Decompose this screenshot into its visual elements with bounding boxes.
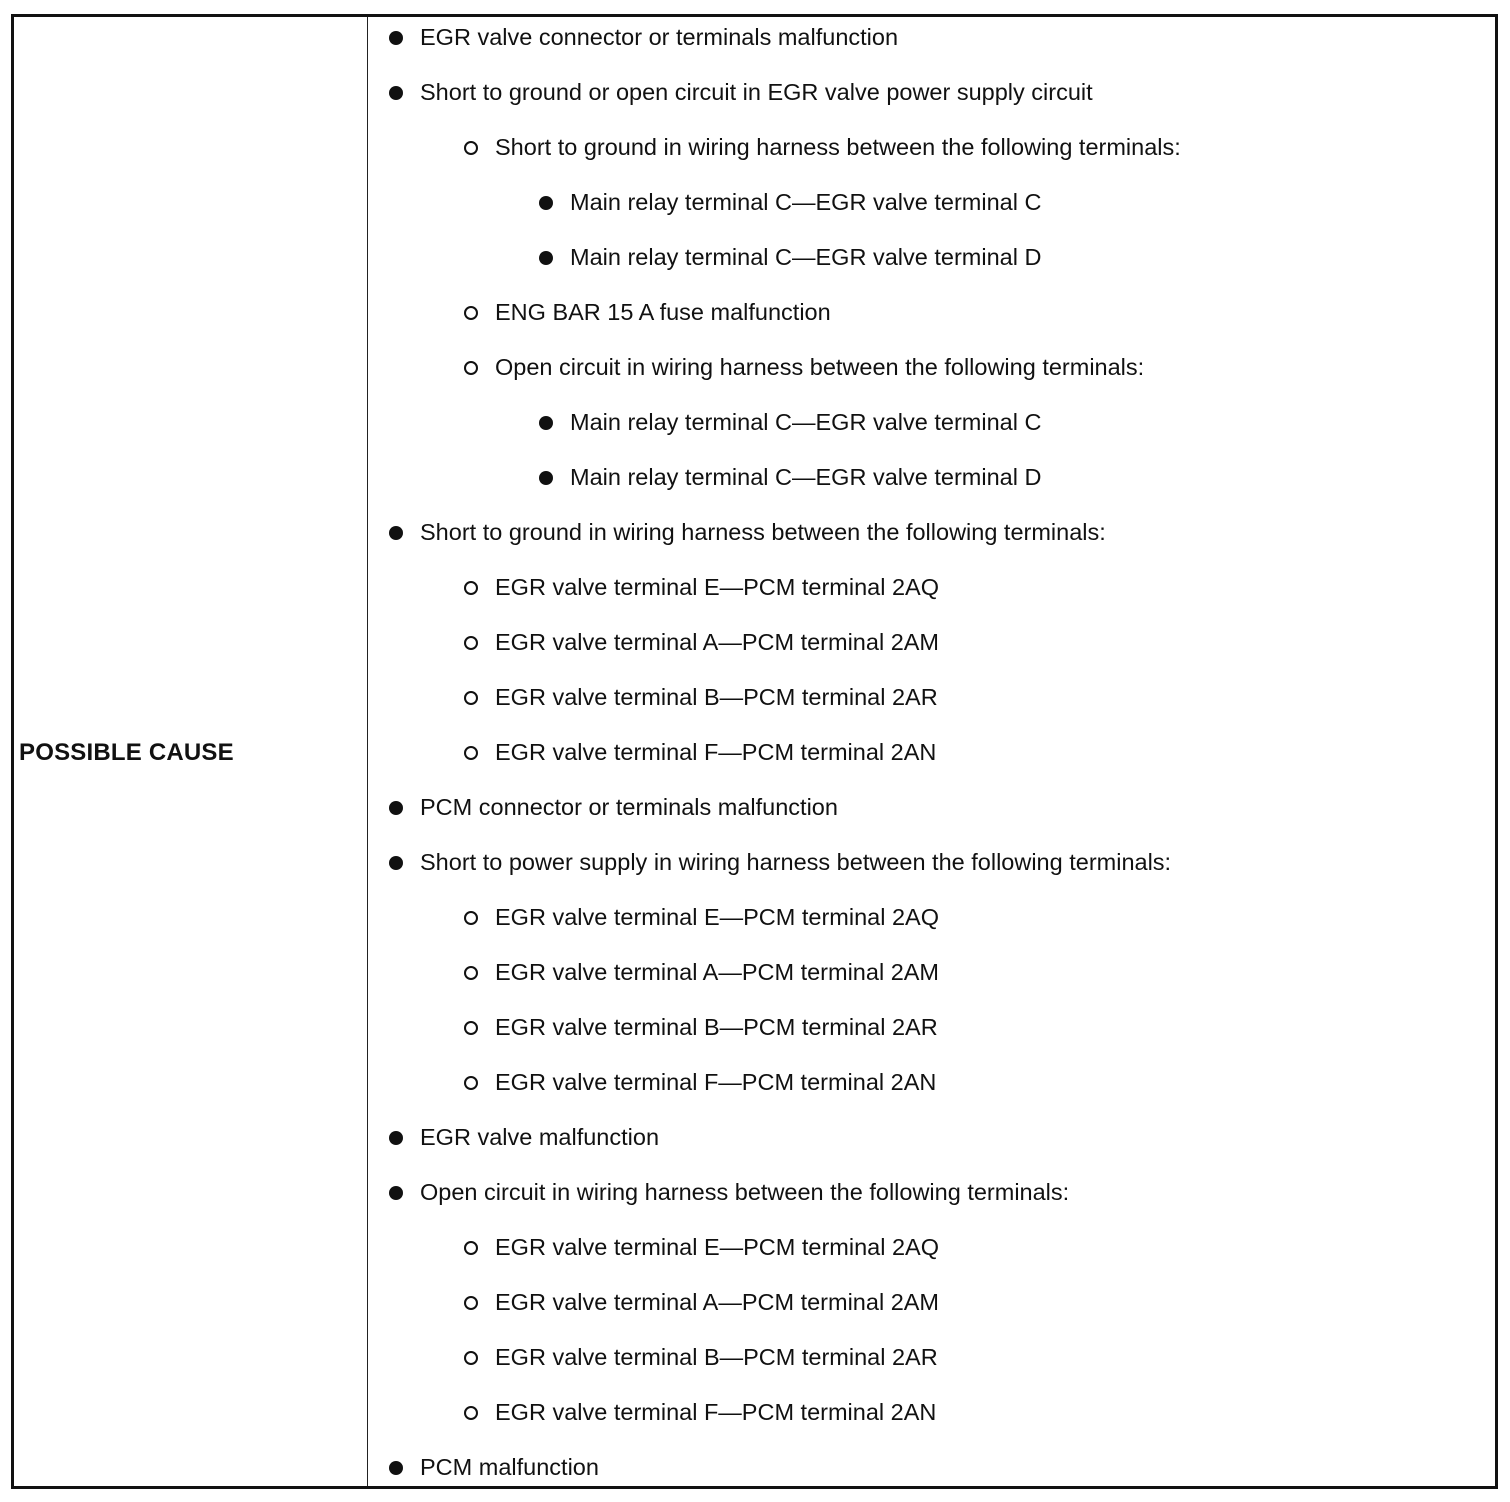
filled-bullet-icon [389,856,403,870]
hollow-bullet-icon [464,361,478,375]
cause-text: EGR valve terminal F—PCM terminal 2AN [495,1399,937,1425]
cause-item [389,1110,659,1165]
cause-text: EGR valve terminal A—PCM terminal 2AM [495,629,940,655]
cause-subitem [464,725,936,780]
cause-text: Short to power supply in wiring harness between the following terminals: [420,849,1172,875]
filled-bullet-icon [389,1131,403,1145]
hollow-bullet-icon [464,581,478,595]
cause-subitem [464,1220,939,1275]
cause-subitem [464,670,938,725]
cause-item [389,1440,599,1495]
cause-text: ENG BAR 15 A fuse malfunction [495,299,831,325]
cause-item [389,835,1171,890]
cause-text: Main relay terminal C—EGR valve terminal C [570,189,1042,215]
row-label: POSSIBLE CAUSE [19,739,234,766]
filled-bullet-icon [389,31,403,45]
filled-bullet-icon [389,801,403,815]
cause-subitem [464,1330,938,1385]
hollow-bullet-icon [464,141,478,155]
cause-subitem [464,560,939,615]
cause-text: EGR valve terminal A—PCM terminal 2AM [495,1289,940,1315]
filled-bullet-icon [389,1461,403,1475]
filled-bullet-icon [389,1186,403,1200]
cause-text: EGR valve terminal A—PCM terminal 2AM [495,959,940,985]
cause-subitem [464,945,939,1000]
hollow-bullet-icon [464,636,478,650]
filled-bullet-icon [389,86,403,100]
cause-text: EGR valve terminal E—PCM terminal 2AQ [495,574,940,600]
cause-subitem [464,1275,939,1330]
filled-bullet-icon [539,196,553,210]
hollow-bullet-icon [464,1241,478,1255]
cause-subsubitem [539,395,1041,450]
cause-text: Short to ground in wiring harness between the following terminals: [495,134,1181,160]
cause-text: Open circuit in wiring harness between the following terminals: [495,354,1145,380]
filled-bullet-icon [539,416,553,430]
hollow-bullet-icon [464,1351,478,1365]
hollow-bullet-icon [464,1296,478,1310]
cause-text: Main relay terminal C—EGR valve terminal D [570,464,1042,490]
cause-item [389,505,1106,560]
cause-text: EGR valve terminal E—PCM terminal 2AQ [495,1234,940,1260]
cause-text: EGR valve terminal B—PCM terminal 2AR [495,1344,938,1370]
filled-bullet-icon [539,251,553,265]
hollow-bullet-icon [464,1021,478,1035]
cause-subsubitem [539,175,1041,230]
cause-text: EGR valve terminal E—PCM terminal 2AQ [495,904,940,930]
cause-text: Short to ground in wiring harness between the following terminals: [420,519,1106,545]
hollow-bullet-icon [464,1076,478,1090]
cause-subitem [464,340,1144,395]
hollow-bullet-icon [464,746,478,760]
hollow-bullet-icon [464,1406,478,1420]
hollow-bullet-icon [464,306,478,320]
cause-subsubitem [539,230,1041,285]
filled-bullet-icon [539,471,553,485]
cause-subitem [464,1000,938,1055]
cause-text: Open circuit in wiring harness between the following terminals: [420,1179,1070,1205]
cause-text: Main relay terminal C—EGR valve terminal C [570,409,1042,435]
cause-text: EGR valve terminal B—PCM terminal 2AR [495,1014,938,1040]
cause-item [389,10,898,65]
cause-subitem [464,1385,936,1440]
cause-subsubitem [539,450,1041,505]
cause-text: Short to ground or open circuit in EGR valve power supply circuit [420,79,1093,105]
cause-text: EGR valve terminal B—PCM terminal 2AR [495,684,938,710]
cause-subitem [464,615,939,670]
filled-bullet-icon [389,526,403,540]
cause-subitem [464,285,831,340]
cause-text: PCM connector or terminals malfunction [420,794,838,820]
cause-text: EGR valve malfunction [420,1124,660,1150]
cause-text: Main relay terminal C—EGR valve terminal D [570,244,1042,270]
hollow-bullet-icon [464,911,478,925]
cause-subitem [464,120,1181,175]
cause-item [389,65,1093,120]
cause-text: EGR valve connector or terminals malfunction [420,24,899,50]
cause-text: EGR valve terminal F—PCM terminal 2AN [495,1069,937,1095]
cause-text: PCM malfunction [420,1454,599,1480]
cause-item [389,780,838,835]
hollow-bullet-icon [464,966,478,980]
cause-text: EGR valve terminal F—PCM terminal 2AN [495,739,937,765]
cause-subitem [464,890,939,945]
cause-subitem [464,1055,936,1110]
cause-item [389,1165,1069,1220]
hollow-bullet-icon [464,691,478,705]
